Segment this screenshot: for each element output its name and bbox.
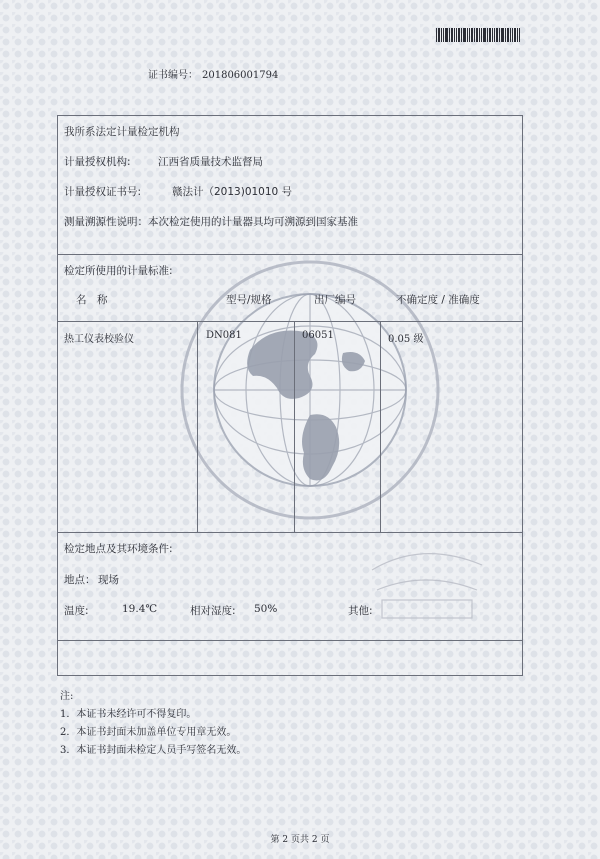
note-item: 1．本证书未经许可不得复印。 [60, 709, 197, 720]
table-header-divider [58, 321, 522, 322]
barcode [436, 28, 520, 42]
temperature-value: 19.4℃ [122, 603, 158, 615]
certificate-number-label: 证书编号： [148, 70, 198, 81]
page-number: 第 2 页共 2 页 [270, 835, 330, 845]
temperature-label: 温度: [64, 605, 89, 617]
authorization-cert-value: 赣法计（2013)01010 号 [172, 186, 293, 198]
location-value: 现场 [98, 574, 119, 586]
certificate-number-value: 201806001794 [202, 70, 279, 81]
column-header-serial: 出厂编号 [314, 294, 356, 306]
authority-value: 江西省质量技术监督局 [158, 156, 263, 168]
section-divider [58, 532, 522, 533]
column-header-uncertainty: 不确定度 / 准确度 [396, 294, 480, 306]
humidity-value: 50% [254, 603, 278, 615]
content-frame [57, 115, 523, 676]
section-divider [58, 640, 522, 641]
table-column-divider [294, 321, 295, 532]
note-item: 3．本证书封面未检定人员手写签名无效。 [60, 745, 247, 756]
certificate-number [148, 66, 278, 81]
row-model: DN081 [206, 330, 242, 341]
institution-statement: 我所系法定计量检定机构 [64, 126, 180, 138]
authorization-cert-label: 计量授权证书号: [64, 186, 142, 198]
traceability-statement: 测量溯源性说明：本次检定使用的计量器具均可溯源到国家基准 [64, 216, 358, 228]
column-header-model: 型号/规格 [226, 294, 272, 306]
humidity-label: 相对湿度: [190, 605, 236, 617]
section-divider [58, 254, 522, 255]
row-serial: 06051 [302, 330, 334, 341]
location-label: 地点： [64, 574, 96, 586]
row-uncertainty: 0.05 级 [388, 334, 424, 345]
note-item: 2．本证书封面未加盖单位专用章无效。 [60, 727, 237, 738]
authority-label: 计量授权机构: [64, 156, 131, 168]
column-header-name: 名 称 [76, 294, 108, 306]
other-label: 其他: [348, 605, 373, 617]
standards-title: 检定所使用的计量标准: [64, 265, 173, 277]
environment-title: 检定地点及其环境条件: [64, 543, 173, 555]
notes [60, 688, 246, 760]
row-name: 热工仪表校验仪 [64, 334, 134, 345]
table-column-divider [380, 321, 381, 532]
table-column-divider [197, 321, 198, 532]
notes-title: 注: [60, 691, 74, 702]
